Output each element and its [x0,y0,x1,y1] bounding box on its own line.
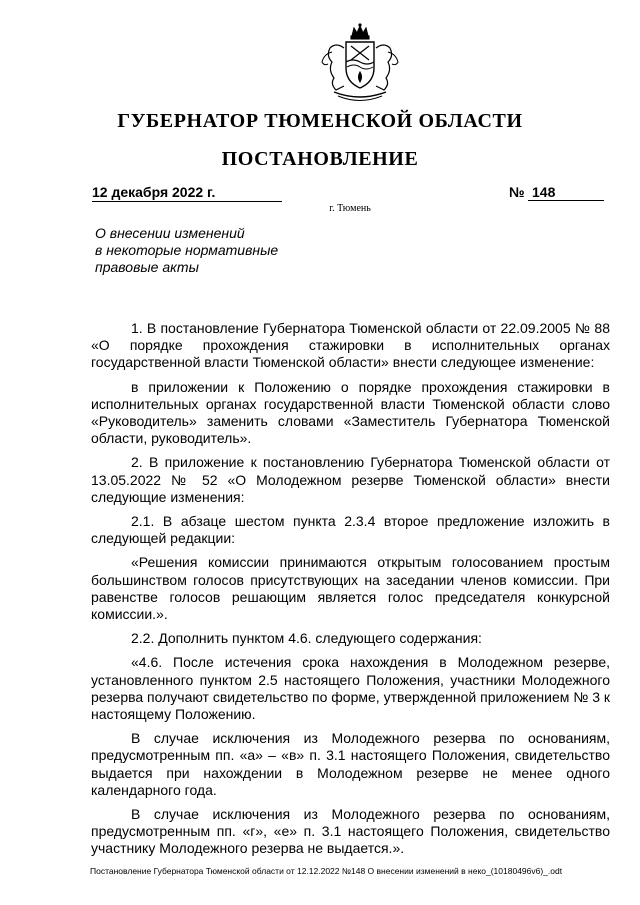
body-paragraph: 2.2. Дополнить пунктом 4.6. следующего содержания: [131,630,482,647]
subject-line: О внесении изменений [95,225,245,241]
body-paragraph: 2. В приложение к постановлению Губернатора Тюменской области от 13.05.2022 № 52 «О Молодежном резерве Тюменской области» внести следующие изменения: [91,454,610,505]
body-paragraph: 1. В постановление Губернатора Тюменской области от 22.09.2005 № 88 «О порядке прохождения стажировки в исполнительных органах государственной власти Тюменской области» внести следующее изменение: [91,320,610,371]
page-footer: Постановление Губернатора Тюменской области от 12.12.2022 №148 О внесении изменений в неко_(10180496v6)_.odt [90,866,563,876]
document-type-title: ПОСТАНОВЛЕНИЕ [221,148,419,170]
document-date: 12 декабря 2022 г. [92,183,282,202]
tyumen-coat-of-arms-icon [314,22,406,106]
body-paragraph: в приложении к Положению о порядке прохождения стажировки в исполнительных органах государственной власти Тюменской области слово «Руководитель» заменить словами «Заместитель Губернатора Тюменской области, руководитель». [91,378,610,447]
body-paragraph: В случае исключения из Молодежного резерва по основаниям, предусмотренным пп. «г», «е» п. 3.1 настоящего Положения, свидетельство участнику Молодежного резерва не выдается.». [91,806,610,857]
governor-title: ГУБЕРНАТОР ТЮМЕНСКОЙ ОБЛАСТИ [117,110,523,132]
document-subject [95,225,315,276]
document-number: 148 [528,183,604,201]
body-paragraph: 2.1. В абзаце шестом пункта 2.3.4 второе предложение изложить в следующей редакции: [91,513,610,547]
document-body [91,320,610,865]
subject-line: правовые акты [95,259,199,275]
city-label: г. Тюмень [329,203,371,214]
body-paragraph: «4.6. После истечения срока нахождения в Молодежном резерве, установленного пунктом 2.5 настоящего Положения, участники Молодежного резерва получают свидетельство по форме, утвержденной приложением № 3 к настоящему Положению. [91,654,610,723]
subject-line: в некоторые нормативные [95,242,279,258]
number-sign: № [509,184,525,200]
body-paragraph: В случае исключения из Молодежного резерва по основаниям, предусмотренным пп. «а» – «в» п. 3.1 настоящего Положения, свидетельство выдается при нахождении в Молодежном резерве не менее одного календарного года. [91,730,610,798]
body-paragraph: «Решения комиссии принимаются открытым голосованием простым большинством голосов присутствующих на заседании членов комиссии. При равенстве голосов решающим является голос председателя конкурсной комиссии.». [91,554,610,623]
